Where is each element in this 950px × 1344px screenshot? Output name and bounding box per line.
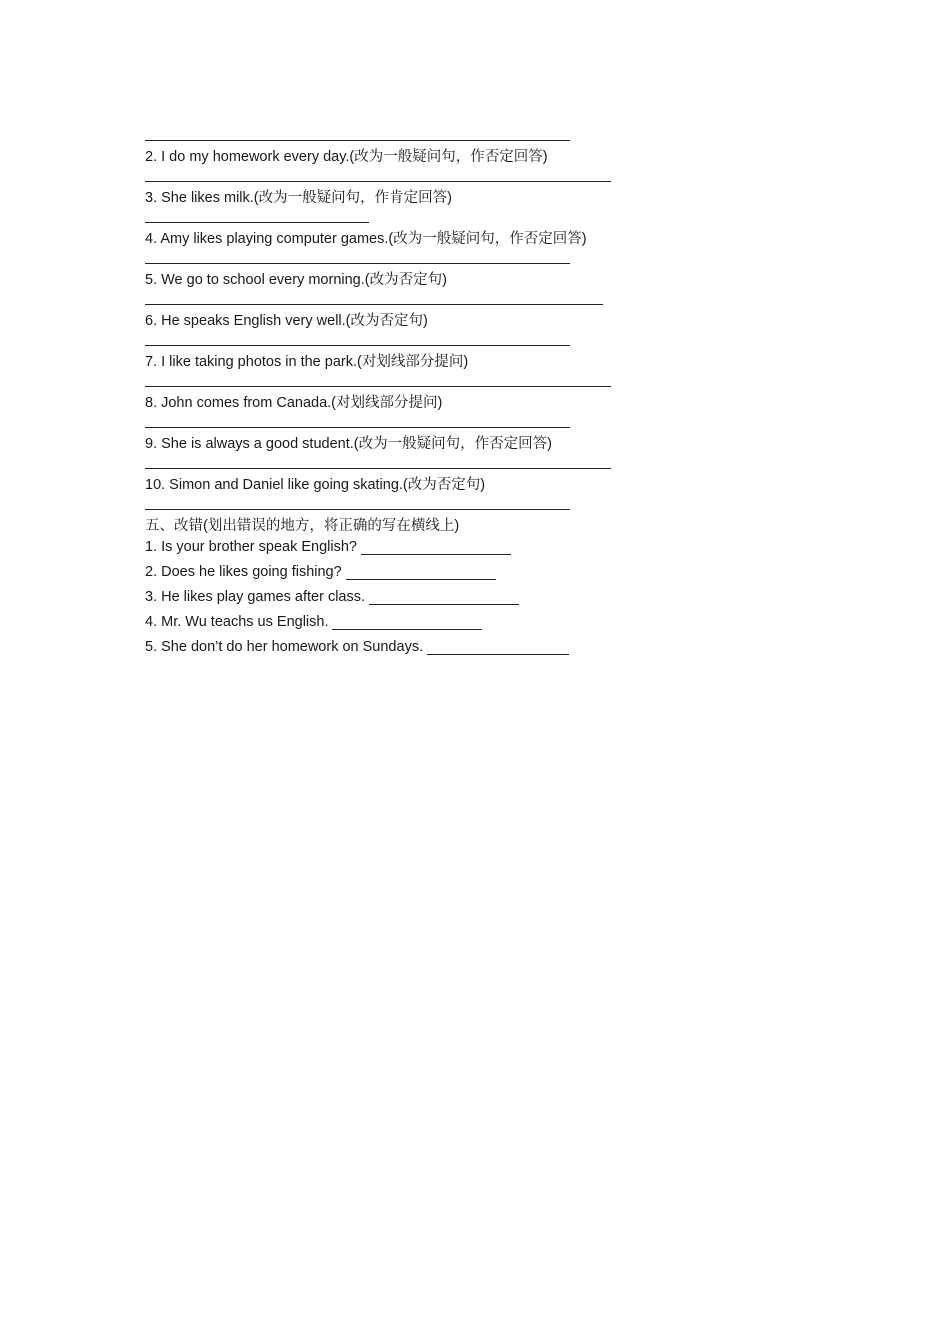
correction-item-text: 5. She don’t do her homework on Sundays. bbox=[145, 639, 424, 655]
answer-line-7[interactable] bbox=[145, 386, 611, 387]
correction-item-1 bbox=[145, 535, 805, 560]
question-4: 4. Amy likes playing computer games.(改为一般疑问句，作否定回答) bbox=[145, 231, 587, 247]
correction-blank[interactable] bbox=[427, 641, 569, 655]
question-7: 7. I like taking photos in the park.(对划线部分提问) bbox=[145, 354, 469, 370]
question-2: 2. I do my homework every day.(改为一般疑问句，作否定回答) bbox=[145, 149, 548, 165]
answer-line-4[interactable] bbox=[145, 263, 570, 264]
question-9: 9. She is always a good student.(改为一般疑问句，作否定回答) bbox=[145, 436, 552, 452]
correction-item-text: 2. Does he likes going fishing? bbox=[145, 564, 342, 580]
correction-blank[interactable] bbox=[369, 591, 519, 605]
correction-item-5 bbox=[145, 635, 805, 660]
question-8: 8. John comes from Canada.(对划线部分提问) bbox=[145, 395, 443, 411]
correction-item-text: 4. Mr. Wu teachs us English. bbox=[145, 614, 329, 630]
correction-item-3 bbox=[145, 585, 805, 610]
correction-blank[interactable] bbox=[332, 616, 482, 630]
worksheet-content bbox=[145, 126, 805, 660]
question-3: 3. She likes milk.(改为一般疑问句，作肯定回答) bbox=[145, 190, 452, 206]
correction-blank[interactable] bbox=[361, 541, 511, 555]
correction-blank[interactable] bbox=[346, 566, 496, 580]
answer-line-2[interactable] bbox=[145, 181, 611, 182]
correction-item-4 bbox=[145, 610, 805, 635]
correction-item-text: 3. He likes play games after class. bbox=[145, 589, 366, 605]
answer-line-6[interactable] bbox=[145, 345, 570, 346]
question-5: 5. We go to school every morning.(改为否定句) bbox=[145, 272, 447, 288]
section-5-title: 五、改错(划出错误的地方，将正确的写在横线上) bbox=[145, 518, 460, 534]
answer-line-10[interactable] bbox=[145, 509, 570, 510]
answer-line-9[interactable] bbox=[145, 468, 611, 469]
answer-line-5[interactable] bbox=[145, 304, 603, 305]
correction-item-2 bbox=[145, 560, 805, 585]
answer-line-1[interactable] bbox=[145, 140, 570, 141]
correction-item-text: 1. Is your brother speak English? bbox=[145, 539, 357, 555]
question-10: 10. Simon and Daniel like going skating.(改为否定句) bbox=[145, 477, 486, 493]
question-6: 6. He speaks English very well.(改为否定句) bbox=[145, 313, 428, 329]
answer-line-8[interactable] bbox=[145, 427, 570, 428]
answer-line-3[interactable] bbox=[145, 222, 369, 223]
